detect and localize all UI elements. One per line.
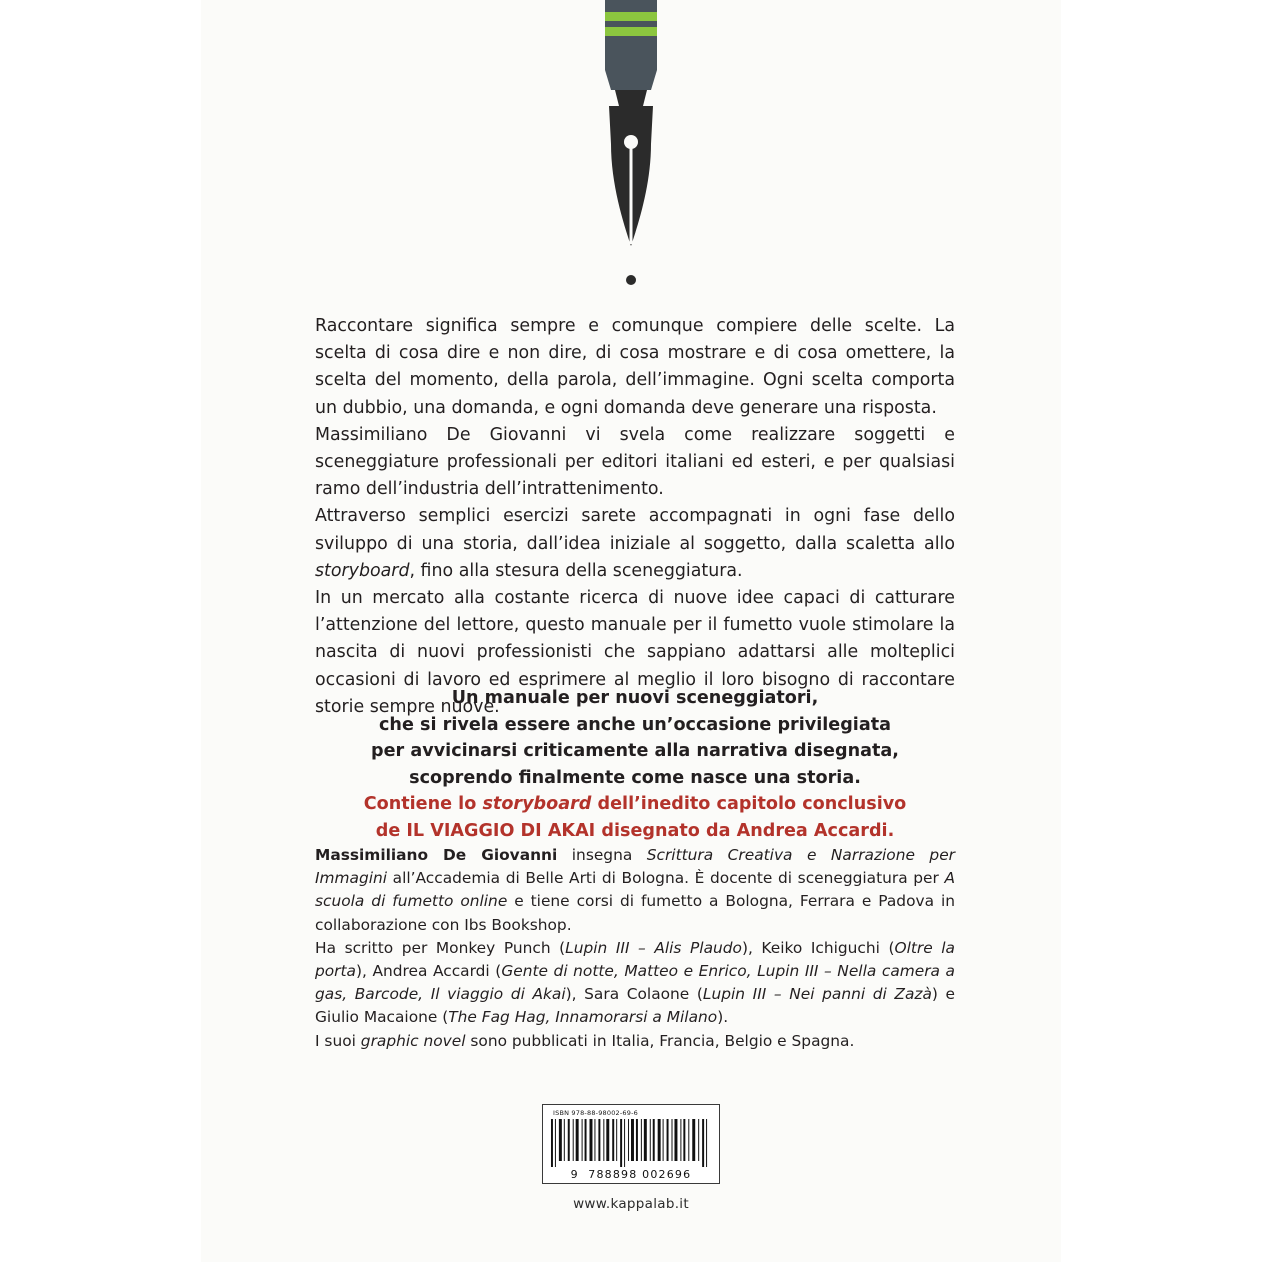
blurb-highlight-line-1 <box>315 791 955 818</box>
publisher-url[interactable]: www.kappalab.it <box>573 1196 689 1212</box>
bio-insegna: insegna <box>557 846 647 864</box>
back-cover-description <box>315 313 955 721</box>
course-title-italic: Scrittura Creativa e Narrazione per Immagini <box>315 846 955 888</box>
bio-works-post: ). <box>717 1008 729 1027</box>
work-title-3: Gente di notte, Matteo e Enrico, Lupin III – Nella camera a gas, Barcode, Il viaggio di Akai <box>315 962 955 1004</box>
author-bio <box>315 844 955 1053</box>
storyboard-italic: storyboard <box>315 560 410 581</box>
barcode-box <box>542 1104 720 1184</box>
blurb-line-4: scoprendo finalmente come nasce una storia. <box>409 767 861 788</box>
bio-works-mid-2: ), Andrea Accardi ( <box>355 962 502 981</box>
description-paragraph-1: Raccontare significa sempre e comunque compiere delle scelte. La scelta di cosa dire e non dire, di cosa mostrare e di cosa omettere, la scelta del momento, della parola, dell’immagine. Ogni scelta comporta un dubbio, una domanda, e ogni domanda deve generare una risposta. <box>315 316 955 418</box>
bio-graphic-novel-post: sono pubblicati in Italia, Francia, Belgio e Spagna. <box>465 1031 855 1050</box>
work-title-5: The Fag Hag, Innamorarsi a Milano <box>448 1008 718 1027</box>
highlight-storyboard-italic: storyboard <box>482 794 592 814</box>
pen-nib-illustration <box>201 0 1061 300</box>
isbn-label: ISBN 978-88-98002-69-6 <box>553 1109 638 1117</box>
bio-works-mid-3: ), Sara Colaone ( <box>565 985 703 1004</box>
blurb-block <box>315 685 955 844</box>
blurb-line-2: che si rivela essere anche un’occasione privilegiata <box>379 714 891 735</box>
bio-line-3: e tiene corsi di fumetto a Bologna, Ferrara e Padova in collaborazione con Ibs Bookshop. <box>315 892 955 934</box>
bio-paragraph-1 <box>315 844 955 937</box>
isbn-digits <box>549 1168 713 1181</box>
bio-line-2: all’Accademia di Belle Arti di Bologna. È docente di sceneggiatura per <box>387 869 945 888</box>
book-cover <box>201 0 1061 1262</box>
work-title-4: Lupin III – Nei panni di Zazà <box>702 985 932 1004</box>
isbn-digit-group-1: 9 <box>570 1168 579 1181</box>
author-name: Massimiliano De Giovanni <box>315 846 558 864</box>
bio-works-mid-4: ) e Giulio Macaione ( <box>315 985 955 1027</box>
bio-works-mid-1: ), Keiko Ichiguchi ( <box>741 938 895 957</box>
blurb-highlight-line-2: de IL VIAGGIO DI AKAI disegnato da Andrea Accardi. <box>375 820 895 841</box>
description-paragraph-2: Massimiliano De Giovanni vi svela come realizzare soggetti e sceneggiature professionali per editori italiani ed esteri, e per qualsiasi ramo dell’industria dell’intrattenimento. <box>315 424 955 500</box>
barcode-bars <box>549 1119 713 1167</box>
bio-works-pre: Ha scritto per Monkey Punch ( <box>315 938 566 957</box>
description-paragraph-3: Attraverso semplici esercizi sarete accompagnati in ogni fase dello sviluppo di una storia, dall’idea iniziale al soggetto, dalla scaletta allo storyboard, fino alla stesura della sceneggiatura. <box>315 506 955 581</box>
fountain-pen-nib-icon <box>571 0 691 294</box>
graphic-novel-italic: graphic novel <box>360 1031 466 1050</box>
school-title-italic: A scuola di fumetto online <box>315 869 955 911</box>
barcode-block <box>542 1104 720 1212</box>
highlight-pre: Contiene lo <box>363 794 483 814</box>
description-paragraph-4: In un mercato alla costante ricerca di nuove idee capaci di catturare l’attenzione del lettore, questo manuale per il fumetto vuole stimolare la nascita di nuovi professionisti che sappiano adattarsi alle molteplici occasioni di lavoro ed esprimere al meglio il loro bisogno di raccontare storie sempre nuove. <box>315 588 955 717</box>
blurb-line-3: per avvicinarsi criticamente alla narrativa disegnata, <box>371 741 899 761</box>
blurb-line-1: Un manuale per nuovi sceneggiatori, <box>451 688 819 708</box>
isbn-digit-group-2: 788898 002696 <box>588 1168 692 1181</box>
highlight-post: dell’inedito capitolo conclusivo <box>591 794 907 814</box>
work-title-2: Oltre la porta <box>315 938 955 981</box>
bio-graphic-novel-pre: I suoi <box>315 1031 361 1050</box>
bio-paragraph-2 <box>315 937 955 1030</box>
work-title-1: Lupin III – Alis Plaudo <box>565 938 742 957</box>
bio-paragraph-3 <box>315 1030 955 1053</box>
